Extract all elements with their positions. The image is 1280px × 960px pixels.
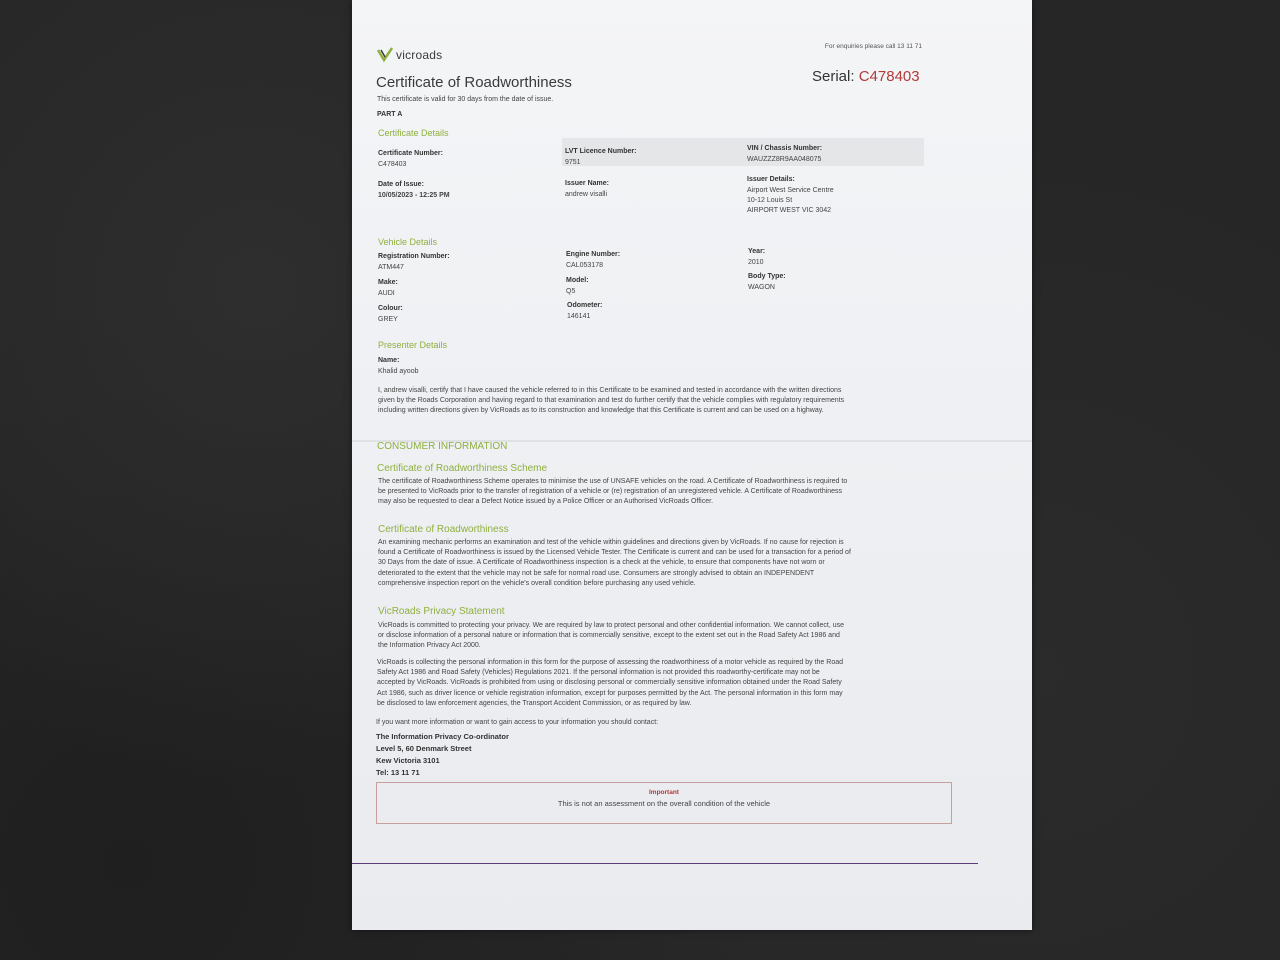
vehicle-details-heading: Vehicle Details (378, 237, 438, 247)
contact-intro: If you want more information or want to gain access to your information you should contact: (376, 719, 659, 726)
important-title: Important (649, 789, 679, 796)
privacy-line: Safety Act 1986 and Road Safety (Vehicles) Regulations 2021. If the personal information is not provided this roadworthy-certificate may not be (377, 669, 820, 677)
contact-address (376, 731, 509, 779)
serial-label: Serial: (812, 68, 855, 85)
roadworthiness-line: An examining mechanic performs an examination and test of the vehicle within guidelines and directions given by VicRoads. If no cause for rejection is (378, 539, 844, 546)
roadworthiness-line: deteriorated to the extent that the vehicle may not be safe for normal road use. Consumers are strongly advised to obtain an INDEPENDENT (378, 569, 815, 577)
vin-label: VIN / Chassis Number: (747, 145, 823, 152)
certificate-number-value: C478403 (378, 161, 407, 168)
roadworthiness-line: found a Certificate of Roadworthiness is issued by the Licensed Vehicle Tester. The Certificate is current and can be used for a transaction for a period of (378, 549, 851, 557)
issuer-details-line3: AIRPORT WEST VIC 3042 (747, 207, 832, 214)
important-text: This is not an assessment on the overall condition of the vehicle (557, 799, 771, 808)
presenter-name-value: Khalid ayoob (378, 368, 419, 375)
roadworthiness-heading: Certificate of Roadworthiness (378, 524, 509, 535)
roadworthiness-line: comprehensive inspection report on the vehicle's overall condition before purchasing any used vehicle. (378, 579, 696, 587)
registration-value: ATM447 (378, 264, 404, 271)
part-label: PART A (377, 111, 403, 118)
certificate-details-heading: Certificate Details (378, 128, 449, 138)
colour-value: GREY (378, 316, 398, 323)
scheme-line: may also be requested to clear a Defect Notice issued by a Police Officer or an Authorised VicRoads Officer. (378, 498, 714, 506)
certification-line: given by the Roads Corporation and having regard to that examination and test do further certify that the vehicle complies with regulatory requirements (378, 397, 845, 405)
model-label: Model: (566, 277, 589, 284)
make-label: Make: (378, 279, 398, 286)
privacy-line: Act 1986, such as driver licence or vehicle registration information, except for purposes permitted by the Act. The personal information in this form may (377, 689, 843, 697)
contact-line: The Information Privacy Co-ordinator (376, 732, 509, 741)
engine-number-value: CAL053178 (566, 262, 603, 269)
contact-line: Level 5, 60 Denmark Street (376, 744, 472, 753)
logo-text: vicroads (396, 48, 443, 62)
certification-statement (378, 386, 968, 417)
odometer-label: Odometer: (567, 302, 603, 309)
privacy-line: VicRoads is collecting the personal information in this form for the purpose of assessing the roadworthiness of a motor vehicle as required by the Road (377, 659, 844, 666)
privacy-line: accepted by VicRoads. VicRoads is prohibited from using or disclosing personal or commercially sensitive information obtained under the Road Safety (377, 679, 842, 687)
contact-line: Kew Victoria 3101 (376, 756, 440, 765)
issuer-name-label: Issuer Name: (565, 180, 609, 187)
roadworthiness-paragraph (378, 538, 970, 589)
important-notice-box (376, 782, 952, 824)
document-title: Certificate of Roadworthiness (376, 74, 572, 91)
vin-value: WAUZZZ8R9AA048075 (747, 156, 822, 163)
privacy-heading: VicRoads Privacy Statement (378, 606, 505, 617)
certification-line: including written directions given by VicRoads as to its construction and knowledge that this Certificate is current and can be used on a highway. (378, 407, 824, 415)
make-value: AUDI (378, 290, 395, 297)
enquiries-text: For enquiries please call 13 11 71 (824, 43, 922, 50)
presenter-details-heading: Presenter Details (378, 340, 448, 350)
issuer-name-value: andrew visalli (565, 191, 608, 198)
scheme-paragraph (378, 477, 970, 508)
roadworthiness-line: 30 Days from the date of issue. A Certificate of Roadworthiness inspection is a check at the vehicle, to ensure that components have not worn or (378, 559, 825, 567)
scheme-line: The certificate of Roadworthiness Scheme operates to minimise the use of UNSAFE vehicles on the road. A Certificate of Roadworthiness is required to (378, 478, 848, 485)
lvt-licence-label: LVT Licence Number: (565, 148, 637, 155)
body-type-value: WAGON (748, 284, 775, 291)
odometer-value: 146141 (567, 313, 591, 320)
serial-value: C478403 (858, 68, 920, 85)
contact-line: Tel: 13 11 71 (376, 768, 420, 777)
scheme-line: be presented to VicRoads prior to the transfer of registration of a vehicle or (re) registration of an unregistered vehicle. A Certificate of Roadworthiness (378, 488, 843, 496)
privacy-line: the Information Privacy Act 2000. (378, 642, 481, 650)
model-value: Q5 (566, 288, 576, 295)
vicroads-logo (376, 46, 442, 64)
registration-label: Registration Number: (378, 253, 450, 260)
issuer-details-label: Issuer Details: (747, 176, 795, 183)
date-of-issue-label: Date of Issue: (378, 181, 424, 188)
privacy-line: or disclose information of a personal nature or information that is commercially sensitive, except to the extent set out in the Road Safety Act 1986 and (378, 632, 840, 640)
issuer-details-line1: Airport West Service Centre (747, 187, 834, 194)
serial-number (812, 68, 920, 85)
colour-label: Colour: (378, 305, 403, 312)
validity-note: This certificate is valid for 30 days from the date of issue. (377, 96, 554, 103)
privacy-line: VicRoads is committed to protecting your privacy. We are required by law to protect personal and other confidential information. We cannot collect, use (378, 622, 844, 629)
privacy-paragraph-2 (377, 658, 971, 709)
lvt-licence-value: 9751 (565, 159, 581, 166)
consumer-information-heading: CONSUMER INFORMATION (377, 441, 508, 452)
scheme-heading: Certificate of Roadworthiness Scheme (377, 463, 548, 474)
certificate-number-label: Certificate Number: (378, 150, 443, 157)
year-label: Year: (748, 248, 766, 255)
certification-line: I, andrew visalli, certify that I have caused the vehicle referred to in this Certificate to be examined and tested in accordance with the written directions (378, 387, 842, 394)
privacy-paragraph-1 (378, 621, 970, 652)
body-type-label: Body Type: (748, 273, 786, 280)
presenter-name-label: Name: (378, 357, 400, 364)
year-value: 2010 (748, 259, 764, 266)
date-of-issue-value: 10/05/2023 - 12:25 PM (378, 192, 450, 199)
footer-divider (352, 863, 978, 864)
certificate-paper (352, 0, 1032, 930)
vicroads-logo-icon (376, 46, 394, 64)
privacy-line: be disclosed to law enforcement agencies, the Transport Accident Commission, or as required by law. (377, 699, 692, 707)
engine-number-label: Engine Number: (566, 251, 621, 258)
issuer-details-line2: 10-12 Louis St (747, 197, 793, 204)
